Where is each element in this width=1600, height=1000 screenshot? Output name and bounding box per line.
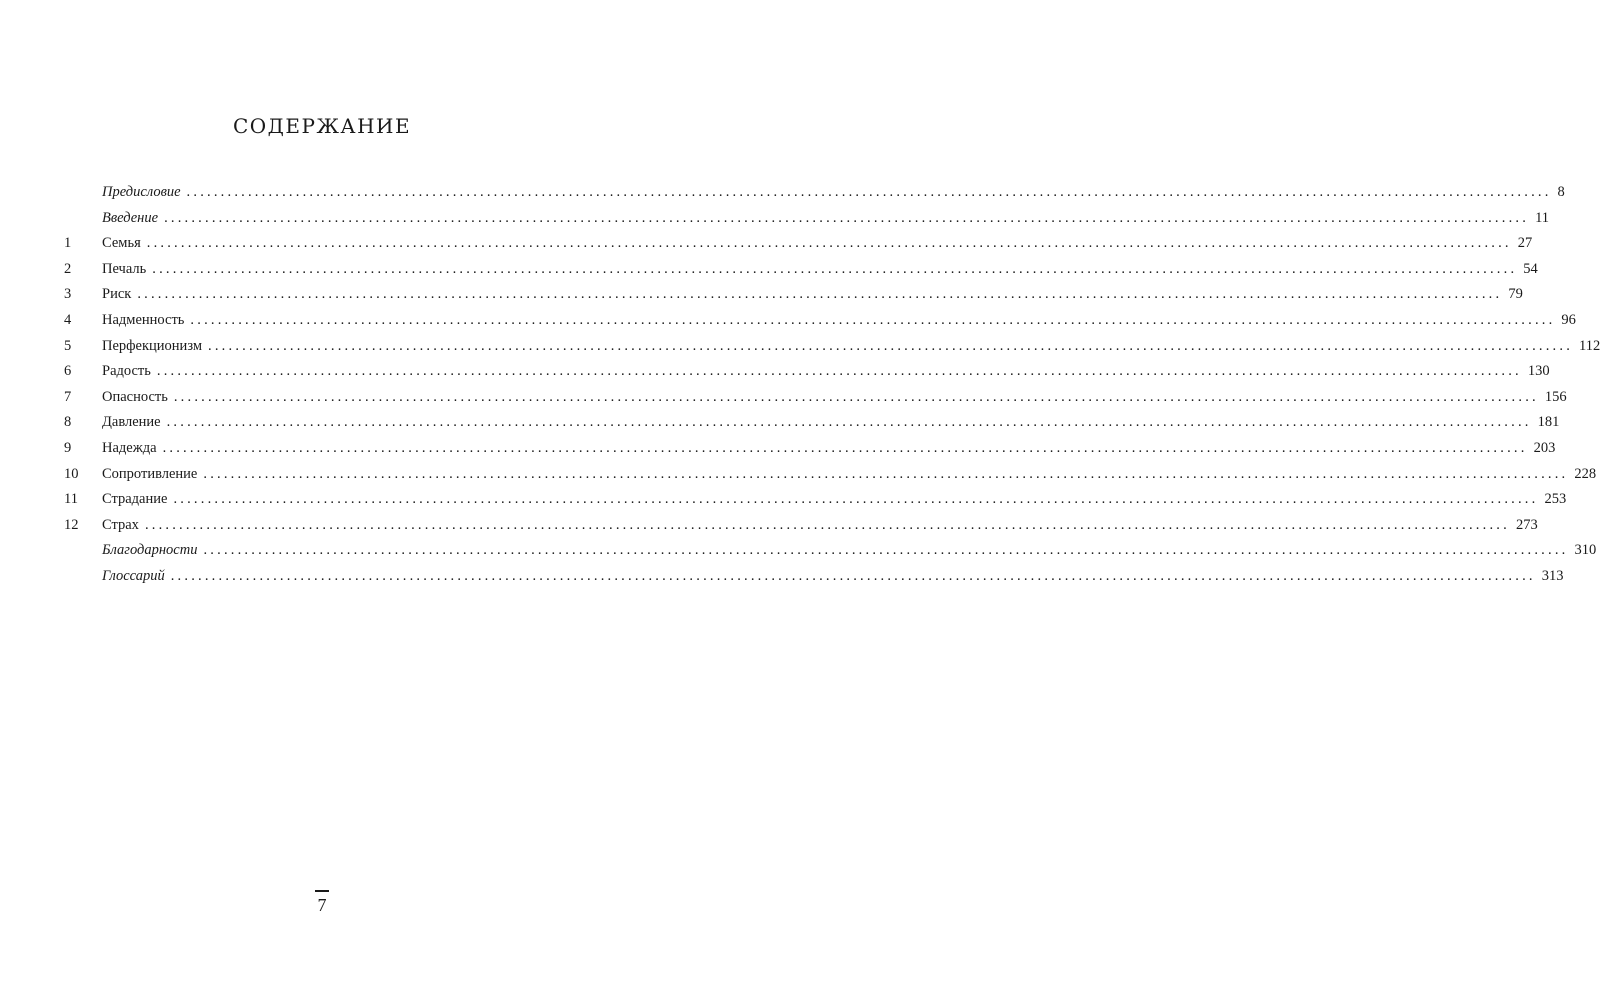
dot-leader: ........................................................................................................................................................................................................ xyxy=(173,491,1539,508)
page-ref: 310 xyxy=(1574,542,1597,559)
page-title: СОДЕРЖАНИЕ xyxy=(232,114,412,138)
toc-entry[interactable] xyxy=(64,542,1597,568)
chapter-title: Страдание xyxy=(102,491,168,508)
chapter-title: Семья xyxy=(102,235,141,252)
toc-entry[interactable] xyxy=(64,465,1597,492)
toc-entry[interactable] xyxy=(64,414,1560,440)
chapter-number: 8 xyxy=(64,414,72,431)
chapter-number: 6 xyxy=(64,363,72,380)
page-ref: 130 xyxy=(1527,363,1550,380)
page-ref: 11 xyxy=(1535,209,1550,226)
page-footer xyxy=(0,890,644,916)
chapter-number: 3 xyxy=(64,286,72,303)
chapter-number: 4 xyxy=(64,311,72,328)
chapter-number: 9 xyxy=(64,439,72,456)
chapter-title: Глоссарий xyxy=(102,567,165,584)
chapter-number: 1 xyxy=(64,235,72,252)
chapter-title: Благодарности xyxy=(102,542,198,559)
dot-leader: ........................................................................................................................................................................................................ xyxy=(186,184,1552,200)
toc-entry[interactable] xyxy=(64,388,1567,415)
chapter-number: 10 xyxy=(64,465,79,482)
table-of-contents xyxy=(64,184,1600,594)
chapter-title: Давление xyxy=(102,414,161,431)
dot-leader: ........................................................................................................................................................................................................ xyxy=(208,337,1574,354)
page-ref: 54 xyxy=(1523,260,1538,277)
dot-leader: ........................................................................................................................................................................................................ xyxy=(203,465,1569,482)
page-ref: 181 xyxy=(1537,414,1560,431)
dot-leader: ........................................................................................................................................................................................................ xyxy=(137,286,1503,303)
page-ref: 228 xyxy=(1574,465,1597,482)
dot-leader: ........................................................................................................................................................................................................ xyxy=(146,235,1512,252)
chapter-title: Риск xyxy=(102,286,132,303)
chapter-title: Надменность xyxy=(102,311,185,328)
toc-entry[interactable] xyxy=(64,567,1564,594)
page-ref: 253 xyxy=(1544,491,1567,508)
toc-entry[interactable] xyxy=(64,235,1533,261)
toc-entry[interactable] xyxy=(64,286,1523,312)
chapter-title: Сопротивление xyxy=(102,465,198,482)
toc-entry[interactable] xyxy=(64,184,1565,210)
chapter-title: Введение xyxy=(102,209,159,226)
page-ref: 8 xyxy=(1557,184,1565,200)
dot-leader: ........................................................................................................................................................................................................ xyxy=(173,388,1539,405)
toc-entry[interactable] xyxy=(64,260,1538,287)
toc-entry[interactable] xyxy=(64,311,1576,338)
chapter-title: Радость xyxy=(102,363,151,380)
dot-leader: ........................................................................................................................................................................................................ xyxy=(144,516,1510,533)
page-ref: 273 xyxy=(1515,516,1538,533)
page-number: 7 xyxy=(317,894,327,915)
toc-entry[interactable] xyxy=(64,337,1600,364)
dot-leader: ........................................................................................................................................................................................................ xyxy=(170,567,1536,584)
page-ref: 313 xyxy=(1541,567,1564,584)
page-ref: 156 xyxy=(1544,388,1567,405)
chapter-number: 7 xyxy=(64,388,72,405)
page-ref: 27 xyxy=(1517,235,1533,252)
dot-leader: ........................................................................................................................................................................................................ xyxy=(166,414,1532,431)
toc-entry[interactable] xyxy=(64,491,1567,517)
chapter-title: Перфекционизм xyxy=(102,337,203,354)
chapter-number: 12 xyxy=(64,516,79,533)
toc-entry[interactable] xyxy=(64,209,1550,236)
chapter-title: Страх xyxy=(102,516,139,533)
page-ref: 96 xyxy=(1561,311,1576,328)
page-ref: 79 xyxy=(1508,286,1523,303)
page-ref: 112 xyxy=(1579,337,1600,354)
dot-leader: ........................................................................................................................................................................................................ xyxy=(152,260,1518,277)
toc-entry[interactable] xyxy=(64,439,1556,466)
dot-leader: ........................................................................................................................................................................................................ xyxy=(190,311,1556,328)
dot-leader: ........................................................................................................................................................................................................ xyxy=(156,363,1522,380)
chapter-title: Печаль xyxy=(102,260,147,277)
toc-entry[interactable] xyxy=(64,363,1550,389)
chapter-number: 11 xyxy=(64,491,78,508)
chapter-number: 5 xyxy=(64,337,72,354)
chapter-number: 2 xyxy=(64,260,72,277)
dot-leader: ........................................................................................................................................................................................................ xyxy=(164,209,1530,226)
chapter-title: Опасность xyxy=(102,388,168,405)
dot-leader: ........................................................................................................................................................................................................ xyxy=(162,439,1528,456)
chapter-title: Предисловие xyxy=(102,184,181,200)
chapter-title: Надежда xyxy=(102,439,157,456)
footer-rule xyxy=(315,890,329,892)
toc-entry[interactable] xyxy=(64,516,1538,543)
page-ref: 203 xyxy=(1533,439,1556,456)
dot-leader: ........................................................................................................................................................................................................ xyxy=(203,542,1569,559)
